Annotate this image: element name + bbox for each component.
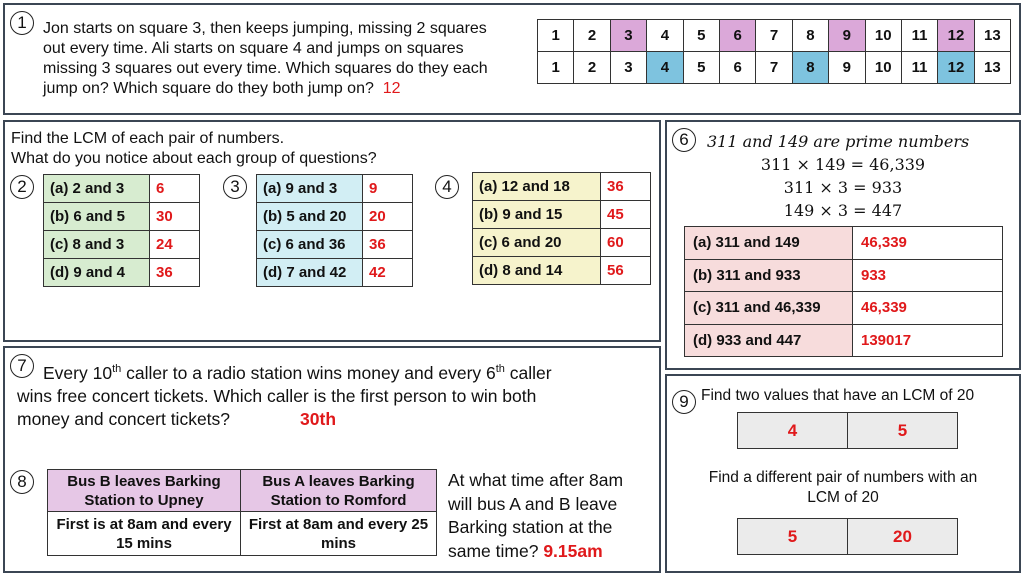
- prime-lcm-table: [684, 226, 1003, 357]
- answer: 9.15am: [543, 540, 603, 561]
- question-7-8-panel: [3, 346, 661, 573]
- square-highlight: 6: [719, 20, 755, 52]
- instruction: What do you notice about each group of questions?: [11, 150, 377, 167]
- square-highlight: 9: [829, 20, 865, 52]
- square: 5: [683, 52, 719, 84]
- lcm-panel: [3, 120, 661, 342]
- square: 2: [574, 20, 610, 52]
- answer-cell: 30: [150, 203, 200, 231]
- square: 13: [974, 20, 1010, 52]
- text-line: [448, 540, 658, 564]
- text-part: money and concert tickets?: [17, 408, 231, 429]
- text-line: Jon starts on square 3, then keeps jumping, missing 2 squares: [43, 20, 487, 37]
- table-row: [473, 201, 651, 229]
- square-highlight: 3: [610, 20, 646, 52]
- answer-cell: 6: [150, 175, 200, 203]
- table-row: [257, 175, 413, 203]
- header-cell: Bus A leaves Barking Station to Romford: [241, 470, 437, 512]
- square-highlight: 12: [938, 52, 974, 84]
- table-row: [685, 259, 1003, 292]
- table-row: [48, 470, 437, 512]
- lcm-table-4: [472, 172, 651, 285]
- answer-cell: 36: [363, 231, 413, 259]
- square: 11: [901, 52, 937, 84]
- superscript: th: [112, 363, 122, 375]
- table-row: [685, 324, 1003, 357]
- square: 1: [538, 52, 574, 84]
- question-number: 8: [10, 470, 34, 494]
- question-cell: (d) 7 and 42: [257, 259, 363, 287]
- answer-pair-2: [737, 518, 958, 555]
- question-cell: (b) 5 and 20: [257, 203, 363, 231]
- product-line: 311 × 3 = 933: [783, 178, 903, 197]
- question-number: 1: [10, 11, 34, 35]
- product-line: 311 × 149 = 46,339: [760, 155, 926, 174]
- table-row: [44, 259, 200, 287]
- square: 10: [865, 20, 901, 52]
- question-cell: (a) 311 and 149: [685, 227, 853, 260]
- square: 3: [610, 52, 646, 84]
- table-row: [48, 512, 437, 556]
- question-cell: (d) 8 and 14: [473, 257, 601, 285]
- question-cell: (c) 8 and 3: [44, 231, 150, 259]
- text-line: At what time after 8am: [448, 470, 624, 490]
- answer-cell: 4: [738, 413, 848, 449]
- table-row: [473, 257, 651, 285]
- text-part: caller to a radio station wins money and every 6: [121, 362, 496, 383]
- answer-cell: 42: [363, 259, 413, 287]
- prompt: Find two values that have an LCM of 20: [701, 387, 975, 404]
- square: 9: [829, 52, 865, 84]
- question-cell: (b) 6 and 5: [44, 203, 150, 231]
- product-line: 149 × 3 = 447: [783, 201, 903, 220]
- table-row: [257, 231, 413, 259]
- answer-cell: 46,339: [853, 292, 1003, 325]
- question-cell: (c) 311 and 46,339: [685, 292, 853, 325]
- text-line: missing 3 squares out every time. Which squares do they each: [43, 60, 488, 77]
- table-row: [257, 203, 413, 231]
- question-6-panel: [665, 120, 1021, 370]
- jon-row: [538, 20, 1011, 52]
- lcm-table-2: [43, 174, 200, 287]
- square: 2: [574, 52, 610, 84]
- square: 4: [647, 20, 683, 52]
- question-number: 4: [435, 175, 459, 199]
- question-cell: (a) 9 and 3: [257, 175, 363, 203]
- body-cell: First at 8am and every 25 mins: [241, 512, 437, 556]
- answer-cell: 60: [601, 229, 651, 257]
- square: 7: [756, 52, 792, 84]
- answer: 12: [382, 80, 401, 97]
- answer-cell: 56: [601, 257, 651, 285]
- answer-cell: 36: [150, 259, 200, 287]
- square: 1: [538, 20, 574, 52]
- answer-cell: 139017: [853, 324, 1003, 357]
- question-cell: (b) 311 and 933: [685, 259, 853, 292]
- question-number: 7: [10, 354, 34, 378]
- text-part: Every 10: [43, 362, 113, 383]
- answer-cell: 9: [363, 175, 413, 203]
- answer-cell: 45: [601, 201, 651, 229]
- number-squares: [537, 19, 1011, 84]
- table-row: [473, 173, 651, 201]
- table-row: [44, 175, 200, 203]
- question-cell: (b) 9 and 15: [473, 201, 601, 229]
- text-line: LCM of 20: [807, 489, 879, 506]
- lcm-table-3: [256, 174, 413, 287]
- table-row: [473, 229, 651, 257]
- text-line: will bus A and B leave: [448, 493, 618, 514]
- text-line: [43, 79, 543, 99]
- table-row: [257, 259, 413, 287]
- answer-cell: 5: [848, 413, 958, 449]
- question-9-panel: [665, 374, 1021, 573]
- text-line: Barking station at the: [448, 517, 613, 537]
- prompt: [667, 468, 1019, 508]
- question-1-text: [43, 19, 543, 99]
- square: 6: [719, 52, 755, 84]
- table-row: [738, 519, 958, 555]
- text-line: wins free concert tickets. Which caller is the first person to win both: [17, 385, 537, 406]
- text-part: caller: [504, 362, 552, 383]
- question-8-text: [448, 469, 658, 563]
- table-row: [44, 203, 200, 231]
- table-row: [685, 292, 1003, 325]
- text-line: [17, 358, 657, 385]
- superscript: th: [495, 363, 505, 375]
- question-number: 6: [672, 128, 696, 152]
- text-line-content: jump on? Which square do they both jump on?: [43, 80, 374, 97]
- square: 13: [974, 52, 1010, 84]
- text-line: [17, 408, 657, 431]
- body-cell: First is at 8am and every 15 mins: [48, 512, 241, 556]
- text-line: Find a different pair of numbers with an: [708, 469, 978, 486]
- answer-cell: 36: [601, 173, 651, 201]
- question-number: 9: [672, 390, 696, 414]
- square-highlight: 4: [647, 52, 683, 84]
- answer-pair-1: [737, 412, 958, 449]
- header-cell: Bus B leaves Barking Station to Upney: [48, 470, 241, 512]
- ali-row: [538, 52, 1011, 84]
- square: 10: [865, 52, 901, 84]
- instruction: Find the LCM of each pair of numbers.: [11, 130, 285, 147]
- square-highlight: 12: [938, 20, 974, 52]
- question-cell: (a) 2 and 3: [44, 175, 150, 203]
- table-row: [44, 231, 200, 259]
- table-row: [685, 227, 1003, 260]
- question-number: 2: [10, 175, 34, 199]
- answer-cell: 46,339: [853, 227, 1003, 260]
- answer-cell: 5: [738, 519, 848, 555]
- answer-cell: 24: [150, 231, 200, 259]
- bus-table: [47, 469, 437, 556]
- question-1-panel: [3, 3, 1021, 115]
- square: 8: [792, 20, 828, 52]
- question-cell: (c) 6 and 20: [473, 229, 601, 257]
- prime-statement: 311 and 149 are prime numbers: [707, 132, 970, 151]
- question-cell: (d) 933 and 447: [685, 324, 853, 357]
- question-cell: (d) 9 and 4: [44, 259, 150, 287]
- question-cell: (a) 12 and 18: [473, 173, 601, 201]
- question-number: 3: [223, 175, 247, 199]
- table-row: [738, 413, 958, 449]
- question-cell: (c) 6 and 36: [257, 231, 363, 259]
- answer: 30th: [300, 408, 337, 429]
- answer-cell: 20: [848, 519, 958, 555]
- square-highlight: 8: [792, 52, 828, 84]
- square: 7: [756, 20, 792, 52]
- text-part: same time?: [448, 540, 539, 561]
- square: 5: [683, 20, 719, 52]
- answer-cell: 20: [363, 203, 413, 231]
- text-line: out every time. Ali starts on square 4 and jumps on squares: [43, 40, 464, 57]
- question-7-text: [17, 358, 657, 431]
- answer-cell: 933: [853, 259, 1003, 292]
- square: 11: [901, 20, 937, 52]
